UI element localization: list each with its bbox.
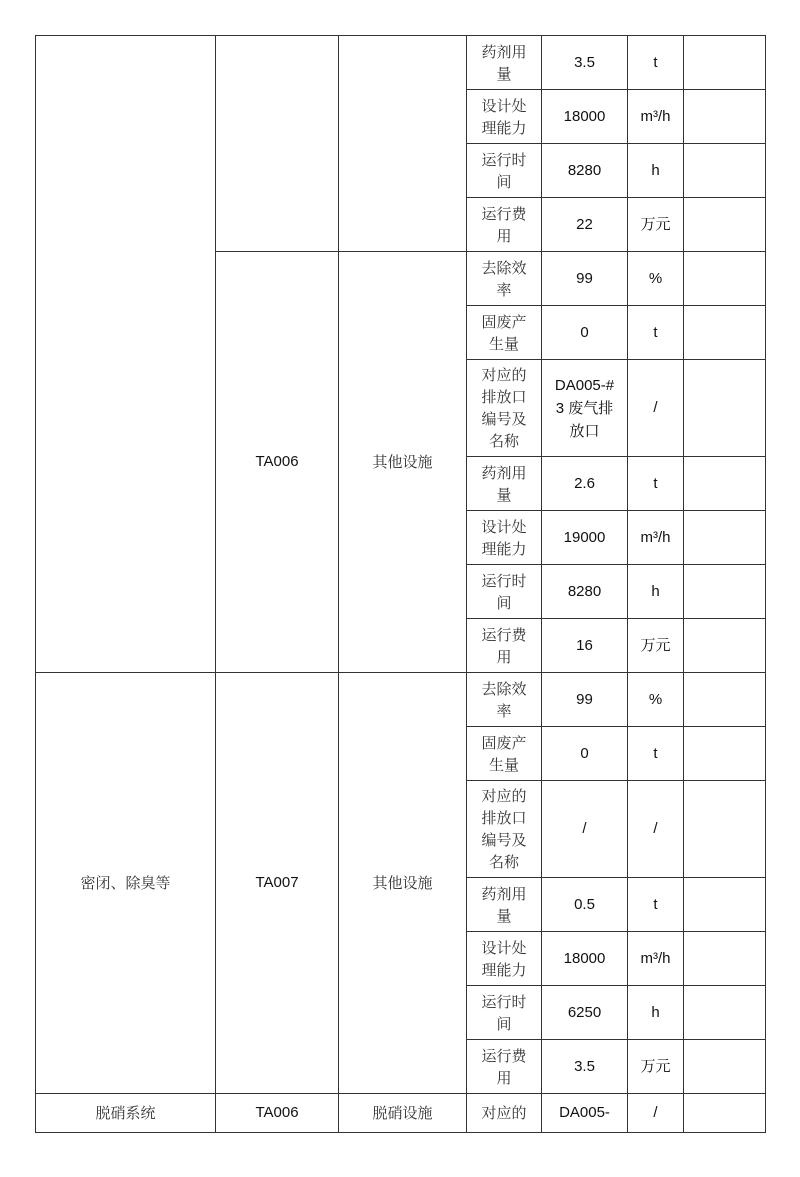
param-value: DA005-#3 废气排放口	[542, 360, 628, 457]
param-note	[684, 198, 766, 252]
param-label: 固废产生量	[467, 306, 542, 360]
param-note	[684, 932, 766, 986]
param-value: 2.6	[542, 457, 628, 511]
category-cell	[36, 36, 216, 673]
table-row	[36, 1094, 766, 1133]
param-value: 8280	[542, 144, 628, 198]
param-unit: /	[628, 781, 684, 878]
param-label: 运行费用	[467, 198, 542, 252]
param-note	[684, 1094, 766, 1133]
param-unit: t	[628, 306, 684, 360]
param-label: 设计处理能力	[467, 932, 542, 986]
param-unit: /	[628, 1094, 684, 1133]
category-cell: 密闭、除臭等	[36, 673, 216, 1094]
param-value: 0	[542, 727, 628, 781]
category-cell: 脱硝系统	[36, 1094, 216, 1133]
param-value: 18000	[542, 90, 628, 144]
facility-code-cell: TA007	[216, 673, 339, 1094]
param-unit: m³/h	[628, 511, 684, 565]
param-value: 99	[542, 252, 628, 306]
param-value: 22	[542, 198, 628, 252]
param-unit: t	[628, 36, 684, 90]
param-unit: h	[628, 986, 684, 1040]
facility-parameters-table	[35, 35, 766, 1133]
facility-type-cell	[339, 36, 467, 252]
param-unit: %	[628, 673, 684, 727]
table-row	[36, 36, 766, 90]
param-note	[684, 360, 766, 457]
param-label: 对应的	[467, 1094, 542, 1133]
param-label: 运行时间	[467, 144, 542, 198]
param-note	[684, 986, 766, 1040]
param-unit: h	[628, 144, 684, 198]
param-unit: /	[628, 360, 684, 457]
param-value: /	[542, 781, 628, 878]
facility-type-cell: 其他设施	[339, 673, 467, 1094]
param-value: 0.5	[542, 878, 628, 932]
param-label: 运行时间	[467, 986, 542, 1040]
param-note	[684, 90, 766, 144]
param-value: 8280	[542, 565, 628, 619]
param-value: 3.5	[542, 1040, 628, 1094]
facility-code-cell: TA006	[216, 252, 339, 673]
param-unit: 万元	[628, 1040, 684, 1094]
param-label: 药剂用量	[467, 36, 542, 90]
param-note	[684, 781, 766, 878]
param-unit: m³/h	[628, 90, 684, 144]
param-unit: m³/h	[628, 932, 684, 986]
param-label: 运行时间	[467, 565, 542, 619]
facility-code-cell	[216, 36, 339, 252]
param-label: 去除效率	[467, 252, 542, 306]
param-note	[684, 619, 766, 673]
param-unit: t	[628, 727, 684, 781]
param-unit: 万元	[628, 619, 684, 673]
facility-type-cell: 其他设施	[339, 252, 467, 673]
facility-code-cell: TA006	[216, 1094, 339, 1133]
param-label: 固废产生量	[467, 727, 542, 781]
param-label: 对应的排放口编号及名称	[467, 781, 542, 878]
param-unit: t	[628, 457, 684, 511]
param-value: 19000	[542, 511, 628, 565]
param-value: 6250	[542, 986, 628, 1040]
param-label: 对应的排放口编号及名称	[467, 360, 542, 457]
param-unit: %	[628, 252, 684, 306]
param-note	[684, 306, 766, 360]
param-label: 设计处理能力	[467, 90, 542, 144]
param-label: 去除效率	[467, 673, 542, 727]
param-label: 药剂用量	[467, 878, 542, 932]
param-note	[684, 252, 766, 306]
param-note	[684, 144, 766, 198]
param-value: 18000	[542, 932, 628, 986]
param-value: 99	[542, 673, 628, 727]
param-value: 0	[542, 306, 628, 360]
param-unit: h	[628, 565, 684, 619]
param-value: 16	[542, 619, 628, 673]
param-label: 设计处理能力	[467, 511, 542, 565]
param-note	[684, 727, 766, 781]
param-unit: t	[628, 878, 684, 932]
param-note	[684, 565, 766, 619]
param-note	[684, 36, 766, 90]
table-row	[36, 673, 766, 727]
param-unit: 万元	[628, 198, 684, 252]
facility-type-cell: 脱硝设施	[339, 1094, 467, 1133]
param-note	[684, 1040, 766, 1094]
param-label: 运行费用	[467, 619, 542, 673]
param-label: 药剂用量	[467, 457, 542, 511]
param-value: DA005-	[542, 1094, 628, 1133]
param-label: 运行费用	[467, 1040, 542, 1094]
param-note	[684, 878, 766, 932]
param-note	[684, 673, 766, 727]
param-note	[684, 511, 766, 565]
param-note	[684, 457, 766, 511]
param-value: 3.5	[542, 36, 628, 90]
